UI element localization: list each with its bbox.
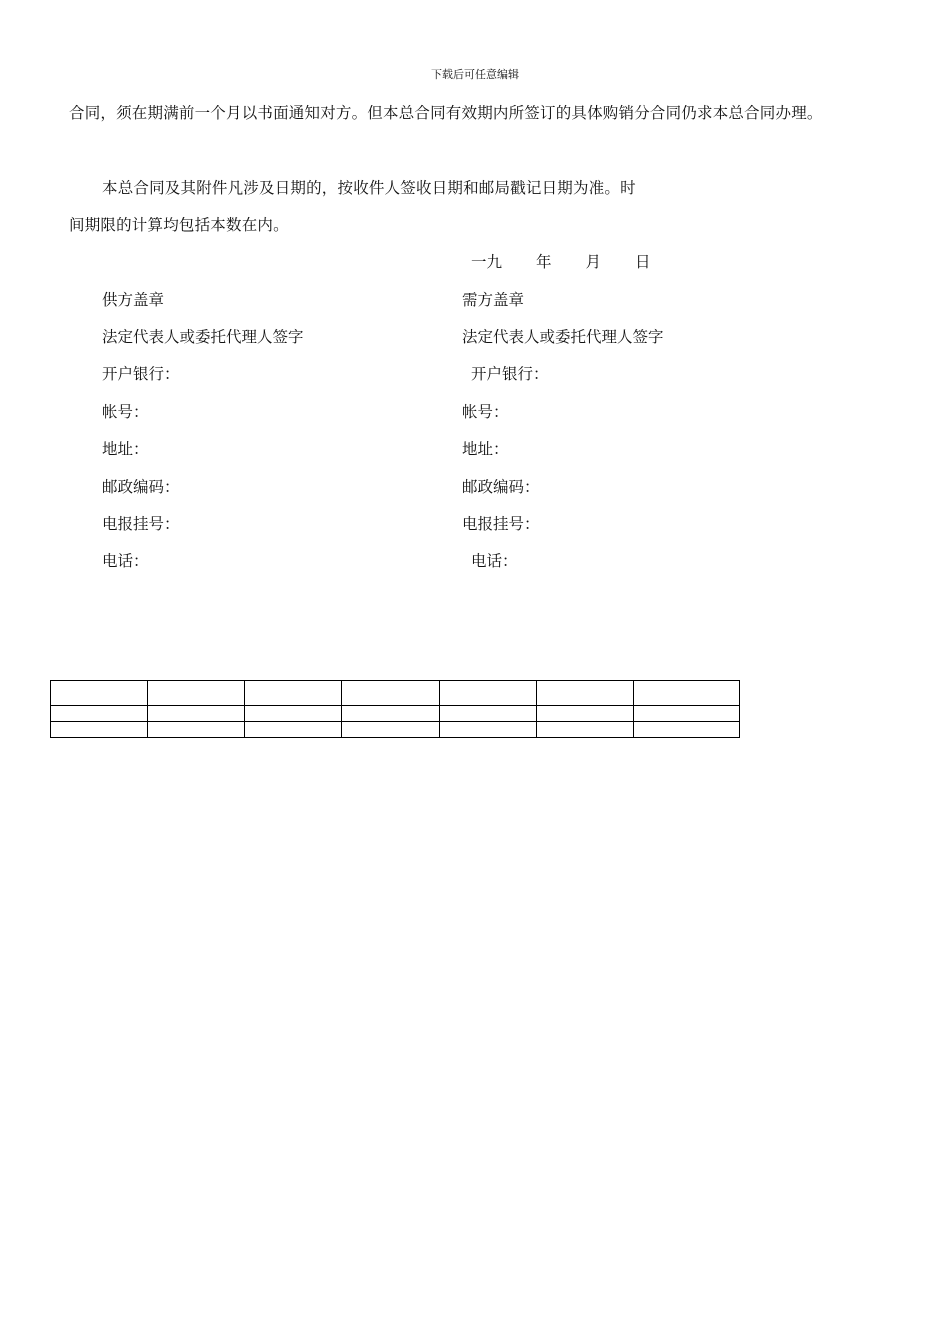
buyer-bank-label: 开户银行： [471, 365, 549, 383]
table-cell [536, 722, 633, 738]
blank-grid-table [50, 680, 740, 738]
buyer-seal-label: 需方盖章 [462, 291, 525, 309]
contract-paragraph-1: 合同，须在期满前一个月以书面通知对方。但本总合同有效期内所签订的具体购销分合同仍求本总合同办理。 [69, 104, 823, 122]
table-cell [439, 706, 536, 722]
supplier-telegraph-label: 电报挂号： [102, 515, 180, 533]
table-cell [439, 681, 536, 706]
page-header-note: 下载后可任意编辑 [431, 68, 519, 81]
buyer-telegraph-label: 电报挂号： [462, 515, 540, 533]
table-cell [148, 681, 245, 706]
table-cell [536, 681, 633, 706]
supplier-seal-label: 供方盖章 [102, 291, 165, 309]
table-cell [633, 722, 739, 738]
buyer-phone-label: 电话： [471, 552, 518, 570]
supplier-phone-label: 电话： [102, 552, 149, 570]
table-row [51, 722, 740, 738]
buyer-representative-label: 法定代表人或委托代理人签字 [462, 328, 664, 346]
table-cell [439, 722, 536, 738]
table-cell [342, 706, 439, 722]
supplier-account-label: 帐号： [102, 403, 149, 421]
date-day-label: 日 [635, 253, 651, 271]
date-month-label: 月 [585, 253, 602, 271]
contract-paragraph-2-line-1: 本总合同及其附件凡涉及日期的，按收件人签收日期和邮局戳记日期为准。时 [102, 179, 636, 197]
buyer-account-label: 帐号： [462, 403, 509, 421]
supplier-postcode-label: 邮政编码： [102, 478, 180, 496]
signing-date-line [471, 250, 651, 272]
table-cell [633, 706, 739, 722]
table-cell [245, 681, 342, 706]
supplier-address-label: 地址： [102, 440, 149, 458]
supplier-representative-label: 法定代表人或委托代理人签字 [102, 328, 304, 346]
table-cell [51, 706, 148, 722]
date-year-label: 年 [536, 253, 552, 271]
table-cell [51, 722, 148, 738]
table-cell [245, 706, 342, 722]
table-cell [536, 706, 633, 722]
table-row [51, 681, 740, 706]
table-cell [148, 722, 245, 738]
table-cell [342, 681, 439, 706]
table-cell [148, 706, 245, 722]
table-cell [51, 681, 148, 706]
buyer-postcode-label: 邮政编码： [462, 478, 540, 496]
supplier-bank-label: 开户银行： [102, 365, 180, 383]
date-year-prefix: 一九 [471, 253, 503, 271]
table-cell [342, 722, 439, 738]
table-cell [633, 681, 739, 706]
contract-paragraph-2-line-2: 间期限的计算均包括本数在内。 [69, 216, 289, 234]
table-row [51, 706, 740, 722]
buyer-address-label: 地址： [462, 440, 509, 458]
table-cell [245, 722, 342, 738]
